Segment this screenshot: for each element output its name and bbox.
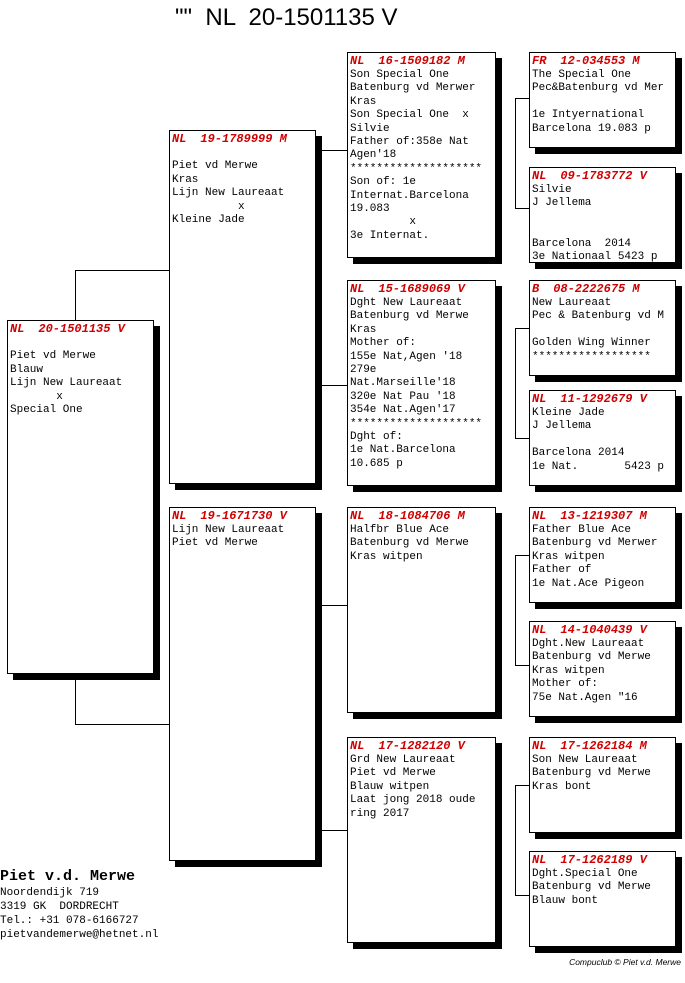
country-code: NL	[350, 509, 365, 523]
card-line: Mother of:	[532, 678, 599, 691]
ring-number: 18-1084706 M	[378, 509, 465, 523]
card-line: Barcelona 19.083 p	[532, 122, 651, 135]
ring-number: 17-1282120 V	[378, 739, 465, 753]
card-line: J Jellema	[532, 420, 592, 433]
ring-number: 17-1262184 M	[560, 739, 647, 753]
ring-number: 16-1509182 M	[378, 54, 465, 68]
card-line: Dght.New Laureaat	[532, 638, 645, 650]
pigeon-card-dam-dam-sire	[529, 737, 676, 833]
card-line: Lijn New Laureaat	[10, 377, 123, 390]
connector-line	[515, 328, 529, 329]
card-header	[170, 508, 315, 524]
connector-line	[515, 665, 529, 666]
card-line: Batenburg vd Merwe	[532, 651, 651, 664]
connector-line	[320, 605, 321, 830]
country-code: NL	[532, 509, 547, 523]
card-line: 1e Nat.Ace Pigeon	[532, 577, 645, 590]
card-line: x	[350, 216, 417, 229]
card-line: Son Special One x	[350, 109, 469, 122]
country-code: NL	[350, 282, 365, 296]
connector-line	[75, 724, 171, 725]
pigeon-card-dam-dam	[347, 737, 496, 943]
card-line: Blauw	[10, 363, 44, 376]
page-title: "" NL 20-1501135 V	[175, 4, 398, 31]
card-line: Batenburg vd Merwe	[350, 537, 469, 550]
card-line: 155e Nat,Agen '18	[350, 350, 463, 363]
connector-line	[515, 555, 529, 556]
card-line: Kras bont	[532, 780, 592, 793]
card-line	[530, 434, 675, 447]
card-line: Piet vd Merwe	[172, 160, 258, 173]
card-line	[530, 224, 675, 237]
card-line: 354e Nat.Agen'17	[350, 404, 456, 417]
pigeon-card-subject	[7, 320, 154, 674]
card-line: Kras witpen	[532, 664, 605, 677]
card-header	[8, 321, 153, 337]
card-header	[348, 281, 495, 297]
card-line: 3e Internat.	[350, 229, 430, 242]
card-line: Kleine Jade	[172, 214, 245, 227]
card-line: Kras	[172, 173, 199, 186]
ring-number: 13-1219307 M	[560, 509, 647, 523]
connector-line	[320, 150, 349, 151]
card-header	[348, 508, 495, 524]
ring-number: 09-1783772 V	[560, 169, 647, 183]
connector-line	[320, 150, 321, 385]
pigeon-card-dam-dam-dam	[529, 851, 676, 947]
card-line: Lijn New Laureaat	[172, 187, 285, 200]
pigeon-card-sire	[169, 130, 316, 484]
card-line: Batenburg vd Merwer	[532, 537, 658, 550]
connector-line	[515, 328, 516, 438]
card-line	[8, 337, 153, 350]
country-code: NL	[532, 623, 547, 637]
card-line: ********************	[350, 417, 483, 430]
card-line	[170, 147, 315, 160]
card-line: Son Special One	[350, 69, 450, 81]
owner-name: Piet v.d. Merwe	[0, 868, 136, 885]
country-code: FR	[532, 54, 547, 68]
owner-email: pietvandemerwe@hetnet.nl	[0, 929, 159, 941]
pigeon-card-sire-dam-dam	[529, 390, 676, 486]
pigeon-card-sire-sire-dam	[529, 167, 676, 263]
card-line: Dght of:	[350, 431, 403, 444]
country-code: NL	[350, 54, 365, 68]
pigeon-card-dam-sire-dam	[529, 621, 676, 717]
card-line: 3e Nationaal 5423 p	[532, 251, 658, 263]
card-line: Barcelona 2014	[532, 447, 625, 460]
card-line	[530, 96, 675, 109]
card-line: Piet vd Merwe	[350, 767, 436, 780]
country-code: NL	[532, 169, 547, 183]
card-line: Dght New Laureaat	[350, 297, 463, 309]
card-line: Batenburg vd Merwe	[532, 767, 651, 780]
ring-number: 17-1262189 V	[560, 853, 647, 867]
card-line: 10.685 p	[350, 457, 403, 470]
card-line: Pec&Batenburg vd Mer	[532, 82, 665, 95]
pigeon-card-sire-sire-sire	[529, 52, 676, 148]
card-line: ring 2017	[350, 807, 410, 820]
ring-number: 12-034553 M	[560, 54, 640, 68]
connector-line	[515, 98, 516, 208]
ring-number: 19-1671730 V	[200, 509, 287, 523]
card-line: Grd New Laureaat	[350, 754, 456, 766]
connector-line	[75, 676, 76, 724]
connector-line	[515, 208, 529, 209]
country-code: NL	[532, 739, 547, 753]
pigeon-card-sire-dam	[347, 280, 496, 486]
card-header	[530, 168, 675, 184]
card-line: 1e Nat. 5423 p	[532, 460, 665, 473]
connector-line	[515, 895, 529, 896]
card-line: Mother of:	[350, 337, 417, 350]
country-code: NL	[10, 322, 25, 336]
card-header	[530, 391, 675, 407]
card-line: J Jellema	[532, 197, 592, 210]
connector-line	[320, 385, 349, 386]
card-header	[348, 738, 495, 754]
country-code: B	[532, 282, 540, 296]
card-line: Lijn New Laureaat	[172, 524, 285, 536]
card-line: Silvie	[532, 184, 572, 196]
card-line: Son of: 1e	[350, 176, 417, 189]
country-code: NL	[350, 739, 365, 753]
country-code: NL	[532, 853, 547, 867]
card-header	[530, 852, 675, 868]
card-line: Blauw bont	[532, 894, 599, 907]
card-line: The Special One	[532, 69, 632, 81]
card-line: 75e Nat.Agen "16	[532, 691, 638, 704]
card-line: Special One	[10, 404, 83, 417]
card-line: Son New Laureaat	[532, 754, 638, 766]
connector-line	[75, 270, 76, 323]
card-line: Piet vd Merwe	[10, 350, 96, 363]
card-line: x	[10, 390, 63, 403]
connector-line	[515, 438, 529, 439]
card-line: Father of:358e Nat	[350, 136, 469, 149]
ring-number: 11-1292679 V	[560, 392, 647, 406]
footer-credit: Compuclub © Piet v.d. Merwe	[569, 957, 681, 967]
ring-number: 19-1789999 M	[200, 132, 287, 146]
country-code: NL	[532, 392, 547, 406]
pigeon-card-dam-sire	[347, 507, 496, 713]
card-line: ******************	[532, 350, 651, 363]
card-header	[530, 508, 675, 524]
card-line	[530, 324, 675, 337]
country-code: NL	[172, 132, 187, 146]
card-line: Barcelona 2014	[532, 237, 632, 250]
card-header	[348, 53, 495, 69]
owner-address: Noordendijk 719	[0, 887, 100, 899]
card-line: Internat.Barcelona	[350, 189, 469, 202]
card-line: Halfbr Blue Ace	[350, 524, 450, 536]
card-line: 1e Nat.Barcelona	[350, 444, 456, 457]
country-code: NL	[172, 509, 187, 523]
card-line: Kras	[350, 95, 377, 108]
connector-line	[75, 270, 171, 271]
card-line: Father of	[532, 564, 592, 577]
connector-line	[515, 785, 516, 895]
card-line	[530, 211, 675, 224]
connector-line	[515, 98, 529, 99]
card-header	[170, 131, 315, 147]
card-line: Pec & Batenburg vd M	[532, 310, 665, 323]
ring-number: 08-2222675 M	[553, 282, 640, 296]
pigeon-card-sire-dam-sire	[529, 280, 676, 376]
connector-line	[515, 785, 529, 786]
ring-number: 14-1040439 V	[560, 623, 647, 637]
card-line: Batenburg vd Merwe	[350, 310, 469, 323]
ring-number: 20-1501135 V	[38, 322, 125, 336]
card-header	[530, 281, 675, 297]
connector-line	[515, 555, 516, 665]
owner-block	[0, 868, 158, 942]
card-line: New Laureaat	[532, 297, 612, 309]
card-line: Kras witpen	[532, 550, 605, 563]
pigeon-card-sire-sire	[347, 52, 496, 258]
card-line: Batenburg vd Merwe	[532, 881, 651, 894]
card-line: Batenburg vd Merwer	[350, 82, 476, 95]
card-line: Dght.Special One	[532, 868, 638, 880]
card-line: Laat jong 2018 oude	[350, 794, 476, 807]
card-header	[530, 738, 675, 754]
card-line: Kras	[350, 323, 377, 336]
card-line: ********************	[350, 162, 483, 175]
card-line: Golden Wing Winner	[532, 337, 651, 350]
card-line: Blauw witpen	[350, 780, 430, 793]
card-line: Piet vd Merwe	[172, 537, 258, 550]
card-line: 279e	[350, 364, 377, 377]
connector-line	[320, 830, 349, 831]
card-line: Nat.Marseille'18	[350, 377, 456, 390]
owner-phone: Tel.: +31 078-6166727	[0, 915, 139, 927]
card-header	[530, 622, 675, 638]
connector-line	[320, 605, 349, 606]
card-line: Silvie	[350, 122, 390, 135]
card-line: Agen'18	[350, 149, 397, 162]
card-line: 1e Intyernational	[532, 109, 645, 122]
pigeon-card-dam	[169, 507, 316, 861]
card-line: Kras witpen	[350, 550, 423, 563]
ring-number: 15-1689069 V	[378, 282, 465, 296]
card-line: Father Blue Ace	[532, 524, 632, 536]
pigeon-card-dam-sire-sire	[529, 507, 676, 603]
card-line: 320e Nat Pau '18	[350, 390, 456, 403]
card-line: Kleine Jade	[532, 407, 605, 419]
owner-city: 3319 GK DORDRECHT	[0, 901, 119, 913]
card-header	[530, 53, 675, 69]
card-line: x	[172, 200, 245, 213]
card-line: 19.083	[350, 203, 390, 216]
